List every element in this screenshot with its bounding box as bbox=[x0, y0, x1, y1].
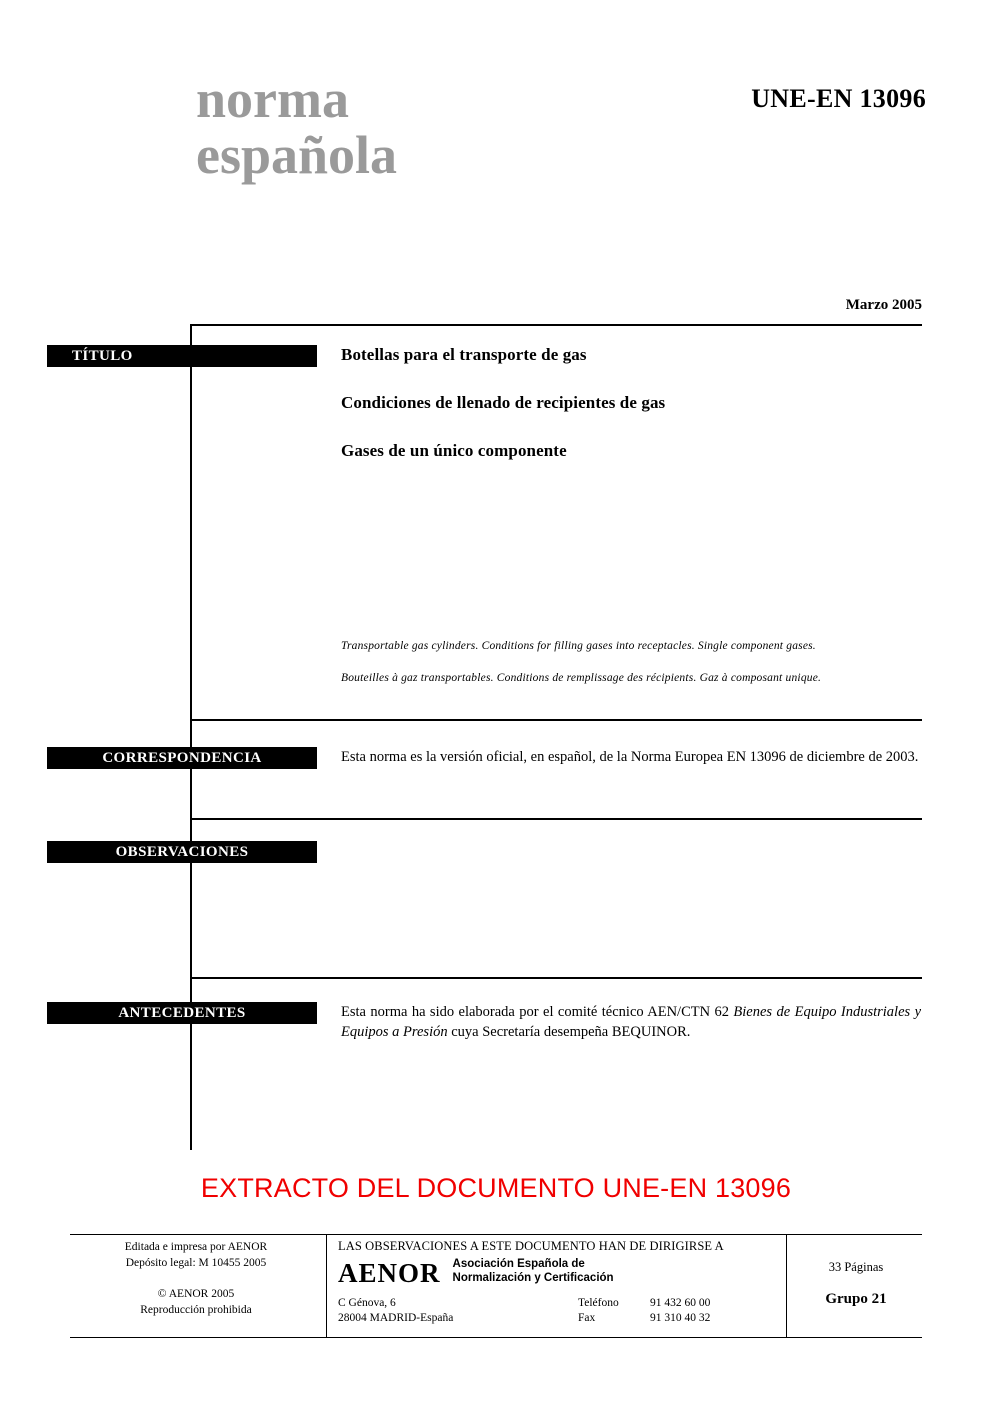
antecedentes-text-part2: cuya Secretaría desempeña BEQUINOR. bbox=[447, 1024, 691, 1040]
footer-rule-bottom bbox=[70, 1337, 922, 1338]
extract-banner: EXTRACTO DEL DOCUMENTO UNE-EN 13096 bbox=[200, 1173, 792, 1203]
footer-publisher-line-2: Depósito legal: M 10455 2005 bbox=[125, 1256, 267, 1269]
correspondencia-text: Esta norma es la versión oficial, en español, de la Norma Europea EN 13096 de diciembre de 2003. bbox=[341, 749, 919, 765]
footer-divider-left bbox=[326, 1234, 327, 1338]
aenor-logo: AENOR bbox=[338, 1258, 441, 1289]
group-number: Grupo 21 bbox=[825, 1291, 887, 1307]
antecedentes-text-italic: Bienes de Equipo Industriales y Equipos a Presión bbox=[341, 1004, 922, 1040]
section-label-observaciones: OBSERVACIONES bbox=[47, 841, 317, 863]
footer-telephone-value: 91 432 60 00 bbox=[650, 1297, 711, 1310]
aenor-logo-subtitle bbox=[453, 1257, 614, 1287]
footer-contact-heading: LAS OBSERVACIONES A ESTE DOCUMENTO HAN DE DIRIGIRSE A bbox=[338, 1239, 724, 1253]
footer-rule-top bbox=[70, 1234, 922, 1235]
antecedentes-text bbox=[341, 1002, 921, 1042]
rule-after-title bbox=[190, 719, 922, 721]
footer-fax-label: Fax bbox=[578, 1312, 596, 1325]
aenor-logo-subtitle-line-1: Asociación Española de bbox=[452, 1258, 585, 1270]
brand-line-1: norma bbox=[196, 69, 349, 129]
footer-reproduction-notice: Reproducción prohibida bbox=[140, 1303, 252, 1316]
rule-after-observaciones bbox=[190, 977, 922, 979]
footer-address bbox=[338, 1296, 578, 1326]
vertical-divider bbox=[190, 324, 192, 1150]
footer-address-line-1: C Génova, 6 bbox=[338, 1297, 396, 1310]
alt-title-english: Transportable gas cylinders. Conditions for filling gases into receptacles. Single component gases. bbox=[341, 640, 816, 652]
standard-code: UNE-EN 13096 bbox=[751, 84, 926, 113]
brand-line-2: española bbox=[196, 125, 398, 186]
masthead bbox=[196, 70, 926, 185]
footer-telephone-label: Teléfono bbox=[578, 1297, 619, 1310]
footer-contact-block bbox=[338, 1239, 778, 1326]
title-block bbox=[341, 345, 921, 489]
footer-fax-value: 91 310 40 32 bbox=[650, 1312, 711, 1325]
footer-meta-block bbox=[790, 1260, 922, 1308]
antecedentes-text-part1: Esta norma ha sido elaborada por el comité técnico AEN/CTN 62 bbox=[341, 1004, 734, 1020]
rule-top bbox=[190, 324, 922, 326]
section-label-titulo: TÍTULO bbox=[47, 345, 317, 367]
section-label-correspondencia: CORRESPONDENCIA bbox=[47, 747, 317, 769]
alternate-titles bbox=[341, 640, 921, 704]
footer-logo-row bbox=[338, 1257, 778, 1287]
section-label-antecedentes: ANTECEDENTES bbox=[47, 1002, 317, 1024]
rule-after-correspondencia bbox=[190, 818, 922, 820]
footer-address-line-2: 28004 MADRID-España bbox=[338, 1312, 454, 1325]
footer-phone-values bbox=[650, 1296, 750, 1326]
footer-publisher-info bbox=[71, 1240, 321, 1318]
page-count: 33 Páginas bbox=[828, 1260, 884, 1274]
title-line-1: Botellas para el transporte de gas bbox=[341, 345, 587, 364]
title-line-3: Gases de un único componente bbox=[341, 441, 567, 460]
footer-publisher-line-1: Editada e impresa por AENOR bbox=[124, 1241, 268, 1253]
alt-title-french: Bouteilles à gaz transportables. Conditions de remplissage des récipients. Gaz à composant unique. bbox=[341, 672, 822, 684]
footer-divider-right bbox=[786, 1234, 787, 1338]
aenor-logo-subtitle-line-2: Normalización y Certificación bbox=[452, 1272, 614, 1285]
title-line-2: Condiciones de llenado de recipientes de gas bbox=[341, 393, 666, 412]
footer-copyright: © AENOR 2005 bbox=[157, 1288, 235, 1301]
footer-phone-labels bbox=[578, 1296, 650, 1326]
document-date: Marzo 2005 bbox=[845, 297, 922, 313]
footer-contact-details bbox=[338, 1296, 778, 1326]
